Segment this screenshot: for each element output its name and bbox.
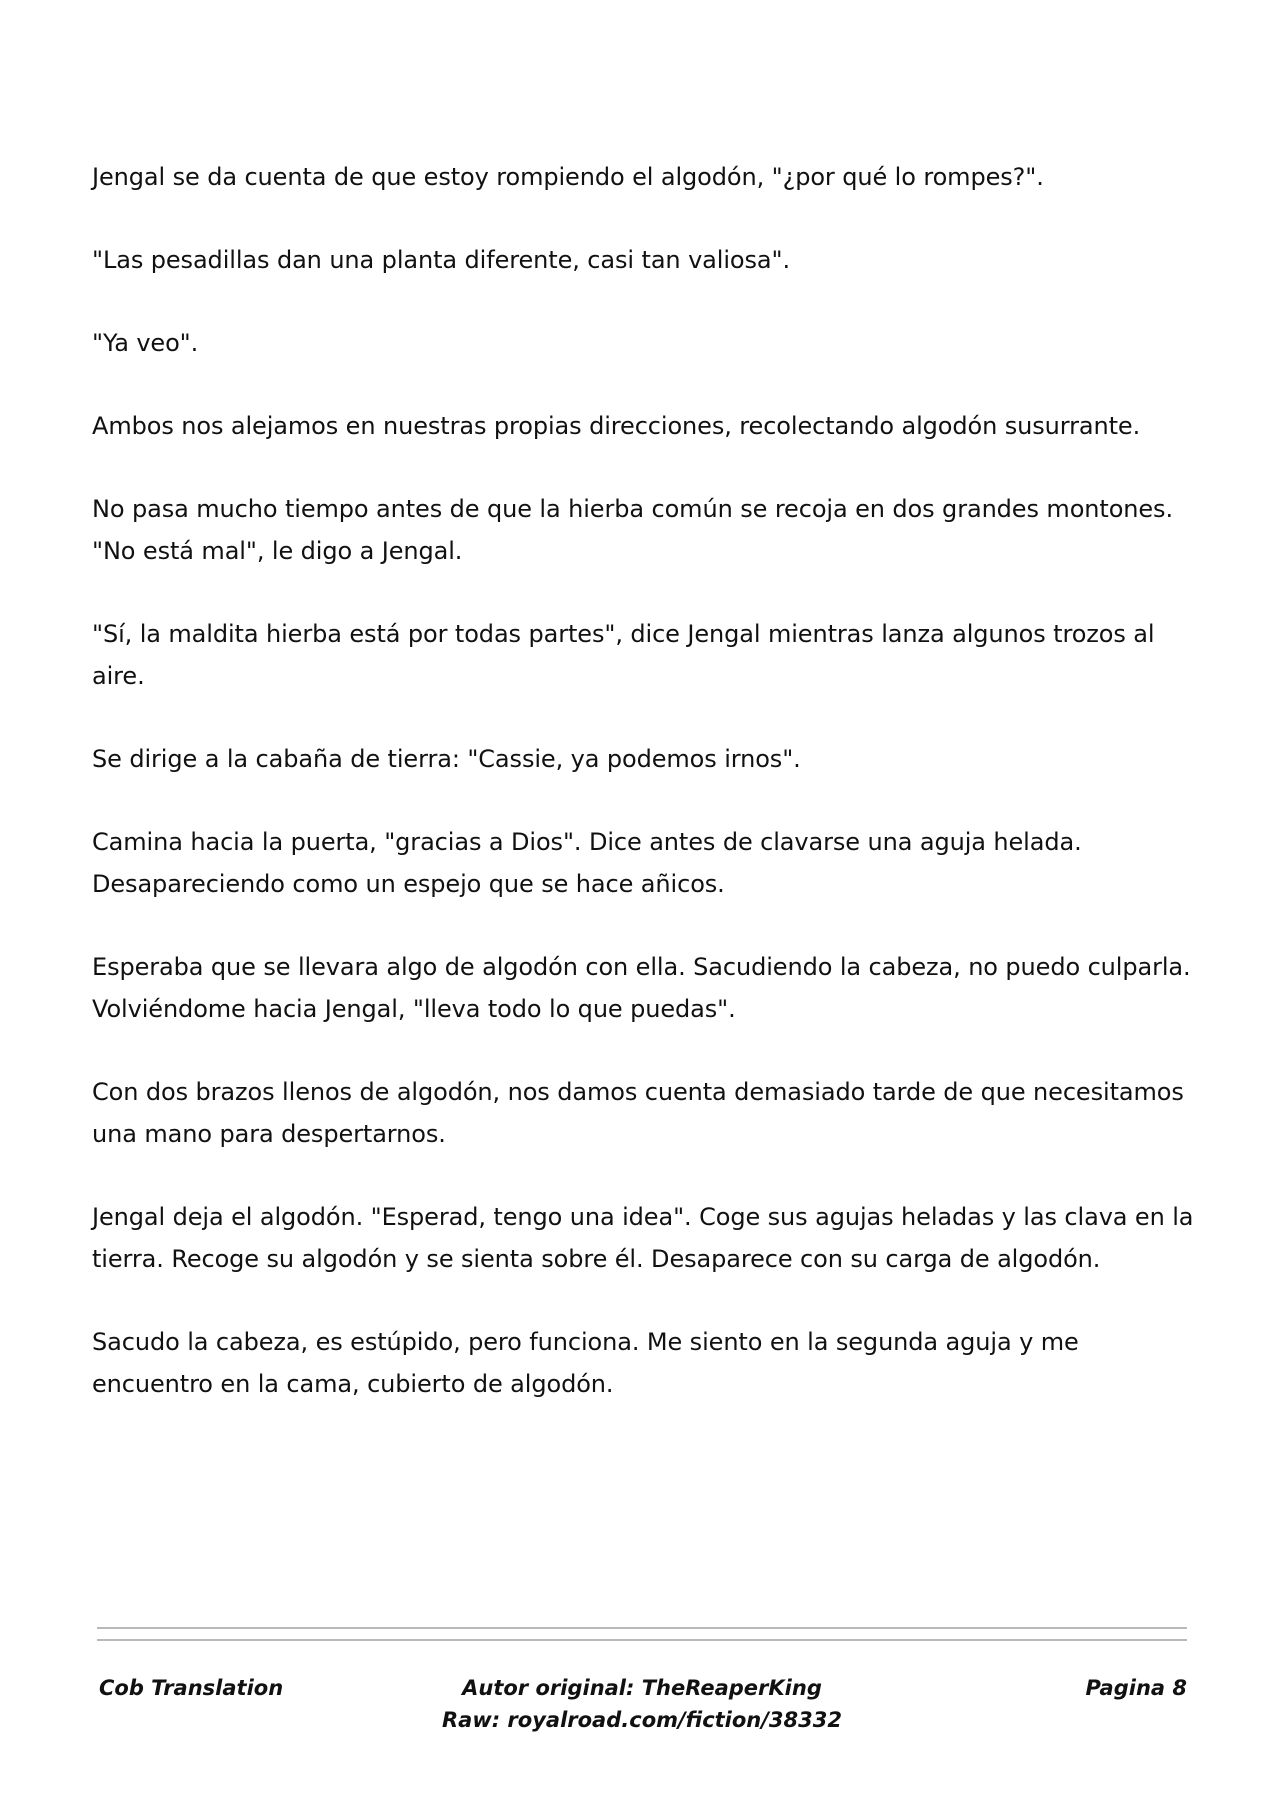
paragraph: "Sí, la maldita hierba está por todas partes", dice Jengal mientras lanza algunos trozos al aire. [92, 620, 1155, 690]
divider-line [97, 1639, 1187, 1641]
page-number: Pagina 8 [1085, 1676, 1187, 1700]
paragraph: Sacudo la cabeza, es estúpido, pero funciona. Me siento en la segunda aguja y me encuentro en la cama, cubierto de algodón. [92, 1328, 1079, 1398]
paragraph: "Ya veo". [92, 329, 199, 357]
divider-line [97, 1627, 1187, 1629]
paragraph: Con dos brazos llenos de algodón, nos damos cuenta demasiado tarde de que necesitamos una mano para despertarnos. [92, 1078, 1184, 1148]
paragraph: Jengal deja el algodón. "Esperad, tengo una idea". Coge sus agujas heladas y las clava en la tierra. Recoge su algodón y se sienta sobre él. Desaparece con su carga de algodón. [92, 1203, 1194, 1273]
footer-divider [97, 1627, 1187, 1641]
footer-translator: Cob Translation [99, 1676, 284, 1700]
paragraph: Jengal se da cuenta de que estoy rompiendo el algodón, "¿por qué lo rompes?". [92, 163, 1044, 191]
paragraph: Se dirige a la cabaña de tierra: "Cassie, ya podemos irnos". [92, 745, 801, 773]
paragraph: Ambos nos alejamos en nuestras propias direcciones, recolectando algodón susurrante. [92, 412, 1141, 440]
paragraph: Esperaba que se llevara algo de algodón con ella. Sacudiendo la cabeza, no puedo culparla. Volviéndome hacia Jengal, "lleva todo lo que puedas". [92, 953, 1191, 1023]
paragraph: No pasa mucho tiempo antes de que la hierba común se recoja en dos grandes montones. "No está mal", le digo a Jengal. [92, 495, 1173, 565]
paragraph: Camina hacia la puerta, "gracias a Dios". Dice antes de clavarse una aguja helada. Desapareciendo como un espejo que se hace añicos. [92, 828, 1082, 898]
footer-credits [97, 1672, 1187, 1736]
paragraph: "Las pesadillas dan una planta diferente, casi tan valiosa". [92, 246, 790, 274]
footer-raw-source: Raw: royalroad.com/fiction/38332 [441, 1708, 842, 1732]
footer-author: Autor original: TheReaperKing [462, 1676, 822, 1700]
body-text [92, 156, 1202, 1446]
